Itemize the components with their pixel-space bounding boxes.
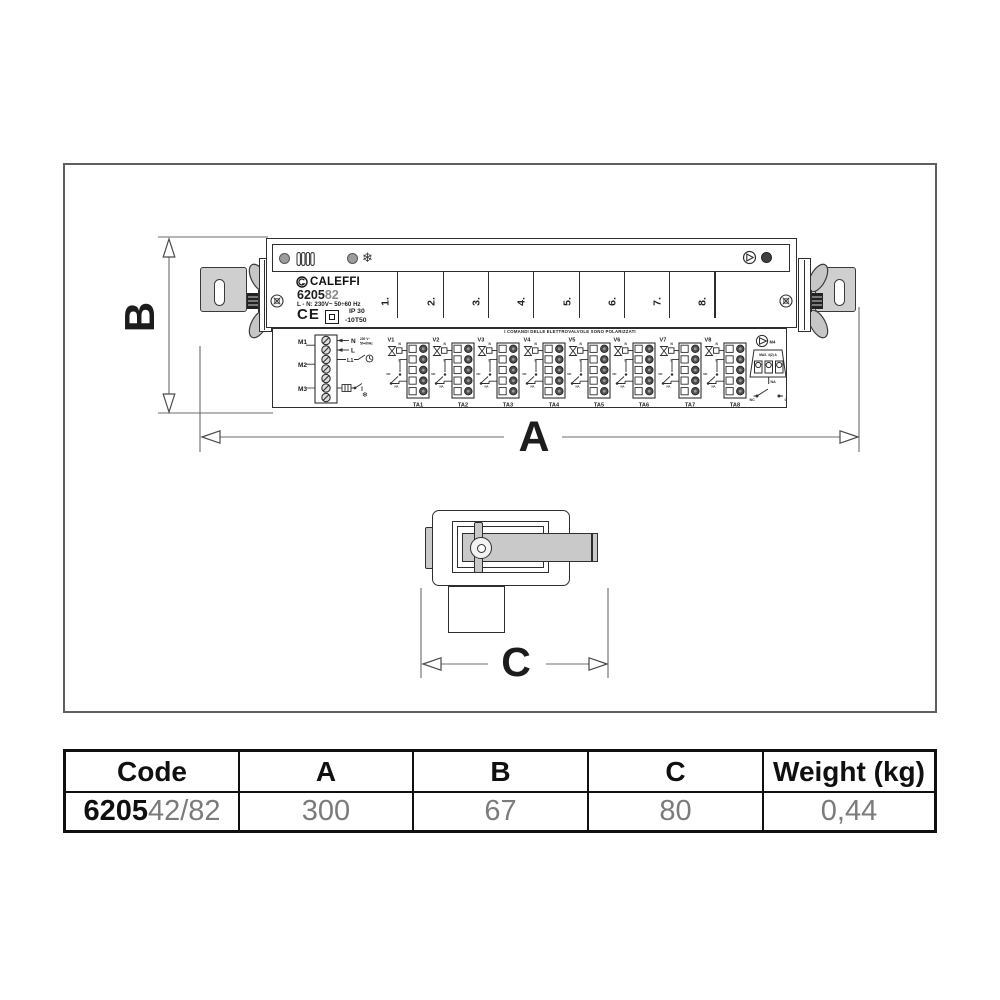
zone-divider-line [397, 272, 398, 318]
cell-weight: 0,44 [820, 795, 878, 827]
caleffi-logo-icon [296, 276, 308, 288]
voltage-note: 230 V~ [360, 337, 371, 341]
side-view-wing-nut-center [477, 544, 486, 553]
pump-na-label: NA [770, 380, 776, 384]
nc-label: NC [567, 372, 572, 376]
dimension-label-c: C [501, 638, 531, 685]
cell-a: 300 [240, 793, 414, 830]
ta-label: TA1 [412, 402, 423, 408]
valve-symbol [567, 347, 589, 385]
ta-label: TA8 [729, 402, 740, 408]
brand-name: CALEFFI [310, 276, 360, 288]
ce-mark: CE [297, 306, 320, 323]
zone-number: 7. [651, 297, 664, 306]
zone-number: 6. [605, 297, 618, 306]
valve-n-label: N [670, 342, 673, 346]
power-terminal-strip [306, 335, 337, 403]
valve-n-label: N [534, 342, 537, 346]
zone-divider-line [533, 272, 534, 318]
terminal-group-m2: M2 [298, 362, 308, 369]
na-label: NA [620, 384, 625, 389]
valve-module [703, 334, 748, 408]
nc-label: NC [522, 372, 527, 376]
radiator-icon [296, 251, 316, 267]
valve-module [431, 334, 476, 408]
valve-label: V5 [568, 337, 576, 344]
product-code [297, 288, 339, 302]
cell-code [66, 793, 240, 830]
na-label: NA [530, 384, 535, 389]
pump-nc-label: NC [749, 398, 755, 402]
ta-label: TA2 [458, 402, 469, 408]
line-l1-label: L1 [347, 358, 354, 364]
ta-label: TA4 [548, 402, 559, 408]
cell-code-bold: 6205 [83, 795, 148, 827]
zone-number: 2. [424, 297, 437, 306]
spec-table [63, 749, 937, 833]
pump-rating: MAX. 4(2) A [759, 353, 777, 357]
valve-label: V4 [523, 337, 531, 344]
header-code: Code [66, 752, 240, 793]
valve-symbol [388, 347, 407, 385]
zone-divider-line [714, 272, 715, 318]
ip-rating: IP 30 [349, 308, 365, 315]
valve-module [658, 334, 703, 408]
valve-symbol [524, 347, 543, 385]
zone-divider-line [579, 272, 580, 318]
snowflake-icon: ❄ [362, 250, 373, 265]
ta-label: TA7 [684, 402, 695, 408]
polarity-note: I COMANDI DELLE ELETTROVALVOLE SONO POLARIZZATI [504, 329, 636, 334]
header-weight: Weight (kg) [764, 752, 934, 793]
product-code-bold: 6205 [297, 288, 325, 302]
valve-n-label: N [579, 342, 582, 346]
na-label: NA [666, 384, 671, 389]
valve-symbol [431, 347, 453, 385]
header-b: B [414, 752, 589, 793]
zone-divider-line [669, 272, 670, 318]
cell-b: 67 [414, 793, 589, 830]
product-code-light: 82 [324, 288, 339, 302]
nc-label: NC [476, 372, 481, 376]
valve-module [386, 334, 431, 408]
pump-relay-lines [750, 335, 786, 397]
header-a: A [240, 752, 414, 793]
valve-n-label: N [488, 342, 492, 346]
valve-symbol [612, 347, 634, 385]
valve-l-label: L [579, 358, 582, 363]
pump-led [761, 252, 772, 263]
brand-row [296, 276, 360, 288]
double-insulation-icon [325, 310, 339, 324]
valve-n-label: N [624, 342, 628, 346]
pump-icon [742, 250, 757, 265]
valve-symbol [705, 347, 724, 385]
cell-code-light: 42/82 [147, 795, 221, 827]
nc-label: NC [703, 372, 708, 376]
ta-label: TA5 [593, 402, 605, 408]
pump-terminal-label: M4 [769, 339, 776, 345]
cell-c: 80 [589, 793, 764, 830]
nc-label: NC [658, 372, 663, 376]
valve-label: V2 [432, 337, 440, 344]
zone-number: 1. [379, 297, 392, 306]
na-label: NA [711, 384, 716, 389]
nc-label: NC [386, 372, 391, 376]
left-screw-icon [270, 294, 284, 308]
frequency-note: 50÷60Hz [360, 341, 373, 346]
valve-module [612, 334, 657, 408]
na-label: NA [575, 384, 580, 389]
line-n-label: N [351, 338, 356, 345]
pump-c-label: C [784, 398, 788, 402]
valve-label: V8 [704, 337, 712, 344]
terminal-group-m1: M1 [298, 339, 308, 346]
valve-l-label: L [443, 358, 446, 363]
ta-label: TA3 [503, 402, 514, 408]
valve-l-label: L [624, 358, 627, 363]
side-view-lower-box [448, 586, 505, 633]
valve-module [567, 334, 612, 408]
valve-symbol [476, 347, 498, 385]
terminal-group-m3: M3 [298, 386, 308, 393]
valve-n-label: N [443, 342, 446, 346]
dimension-label-a: A [518, 412, 550, 461]
zone-number: 8. [696, 297, 709, 306]
heating-led [279, 253, 290, 264]
na-label: NA [439, 384, 444, 389]
right-channel-line [804, 260, 805, 330]
na-label: NA [484, 384, 489, 389]
valve-l-label: L [715, 358, 718, 363]
valve-l-label: L [398, 358, 401, 363]
electrical-rating: L - N: 230V~ 50÷60 Hz [297, 301, 361, 308]
side-view-rail-cap [591, 534, 593, 561]
valve-module [522, 334, 567, 408]
right-screw-icon [779, 294, 793, 308]
zone-number: 3. [469, 297, 482, 306]
zone-divider-line [624, 272, 625, 318]
valve-label: V3 [477, 337, 485, 344]
zone-number: 4. [515, 297, 528, 306]
zone-divider-line [488, 272, 489, 318]
snowflake-icon: ❄ [362, 392, 368, 399]
line-l-label: L [351, 347, 355, 355]
left-plate-slot [214, 279, 225, 306]
valve-n-label: N [398, 342, 401, 346]
header-c: C [589, 752, 764, 793]
valve-label: V1 [387, 337, 395, 344]
na-label: NA [394, 384, 399, 389]
valve-label: V7 [659, 337, 666, 344]
dimension-label-b: B [116, 301, 163, 333]
double-insulation-inner [329, 314, 335, 320]
valve-module [476, 334, 521, 408]
valve-symbol [660, 347, 679, 385]
cooling-led [347, 253, 358, 264]
valve-l-label: L [534, 358, 537, 363]
nc-label: NC [431, 372, 436, 376]
temperature-rating: -10T50 [345, 317, 367, 324]
zone-divider-line [443, 272, 444, 318]
ta-label: TA6 [639, 402, 650, 408]
nc-label: NC [612, 372, 617, 376]
valve-l-label: L [670, 358, 673, 363]
valve-n-label: N [715, 342, 718, 346]
valve-l-label: L [488, 358, 491, 363]
zone-number: 5. [560, 297, 573, 306]
valve-label: V6 [613, 337, 621, 344]
pump-relay-section [749, 334, 789, 404]
